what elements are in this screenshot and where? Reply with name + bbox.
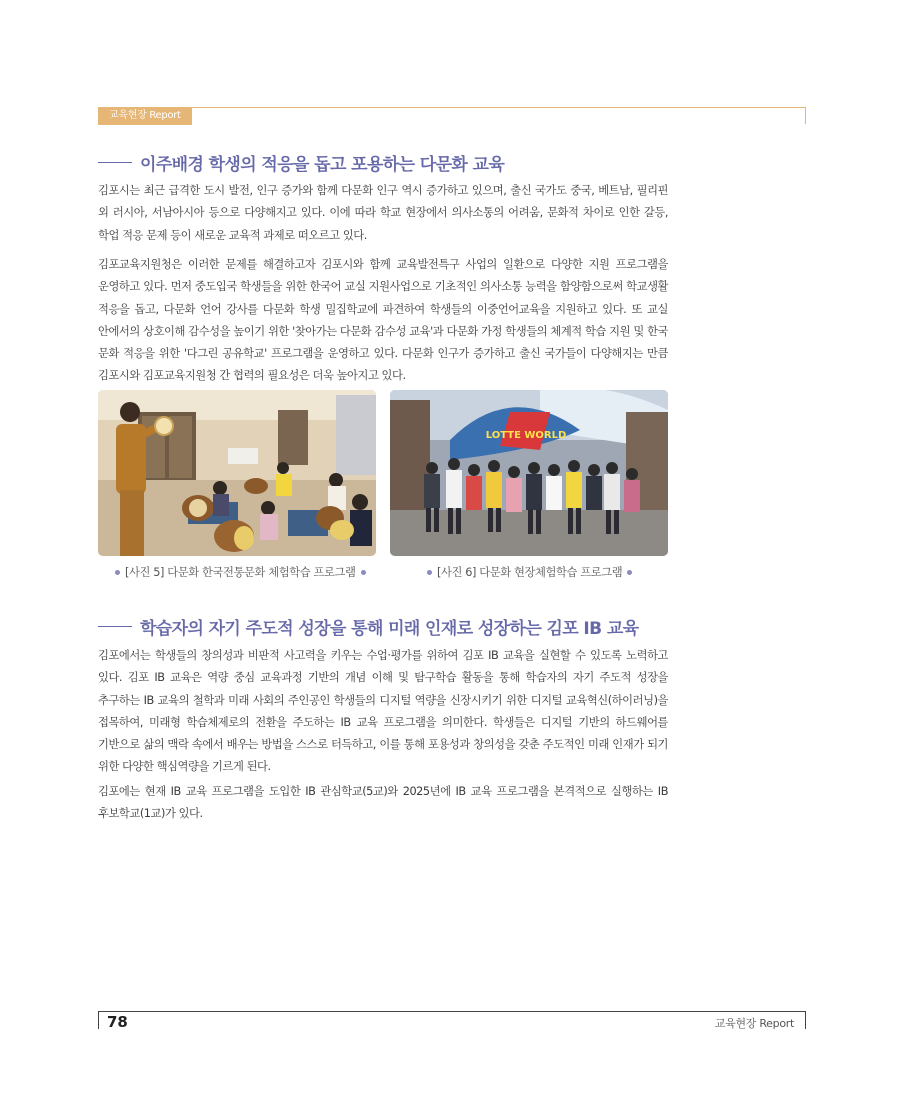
paragraph: 김포에서는 학생들의 창의성과 비판적 사고력을 키우는 수업·평가를 위하여 김포 IB 교육을 실현할 수 있도록 노력하고 있다. 김포 IB 교육은 역량 중심 교육과정 기반의 개념 이해 및 탐구학습 활동을 통해 학습자의 자기 주도적 성장을 추구하는 IB 교육의 철학과 미래 사회의 주인공인 학생들의 디지털 역량을 신장시키기 위한 디지털 교육혁신(하이러닝)을 접목하여, 미래형 학습체제로의 전환을 주도하는 IB 교육 프로그램을 의미한다. 학생들은 디지털 기반의 하드웨어를 기반으로 삶의 맥락 속에서 배우는 방법을 스스로 터득하고, 이를 통해 포용성과 창의성을 갖춘 주도적인 미래 인재가 되기 위한 다양한 핵심역량을 기르게 된다. [98,649,668,774]
section-heading-ib-education [98,614,638,639]
heading-dash [98,162,132,163]
section-heading-multicultural [98,150,504,175]
paragraph: 김포교육지원청은 이러한 문제를 해결하고자 김포시와 함께 교육발전특구 사업의 일환으로 다양한 지원 프로그램을 운영하고 있다. 먼저 중도입국 학생들을 위한 한국어 교실 지원사업으로 기초적인 의사소통 능력을 함양함으로써 학교생활 적응을 돕고, 다문화 언어 강사를 다문화 학생 밀집학교에 파견하여 학생들의 이중언어교육을 지원하고 있다. 또 교실 안에서의 상호이해 감수성을 높이기 위한 '찾아가는 다문화 감수성 교육'과 다문화 가정 학생들의 체계적 학습 지원 및 한국 문화 적응을 위한 '다그린 공유학교' 프로그램을 운영하고 있다. 다문화 인구가 증가하고 출신 국가들이 다양해지는 만큼 김포시와 김포교육지원청 간 협력의 필요성은 더욱 높아지고 있다. [98,258,668,383]
photo-caption [422,564,637,580]
header-rule [192,107,806,124]
paragraph: 김포에는 현재 IB 교육 프로그램을 도입한 IB 관심학교(5교)와 2025년에 IB 교육 프로그램을 본격적으로 실행하는 IB 후보학교(1교)가 있다. [98,785,668,821]
footer-rule [98,1011,806,1029]
park-sign-text: LOTTE WORLD [485,430,567,441]
paragraph: 김포시는 최근 급격한 도시 발전, 인구 증가와 함께 다문화 인구 역시 증가하고 있으며, 출신 국가도 중국, 베트남, 필리핀 외 러시아, 서남아시아 등으로 다양해지고 있다. 이에 따라 학교 현장에서 의사소통의 어려움, 문화적 차이로 인한 갈등, 학업 적응 문제 등이 새로운 교육적 과제로 떠오르고 있다. [98,184,668,242]
bullet-dot [627,570,632,575]
photo-field-trip [390,390,668,556]
section-title: 이주배경 학생의 적응을 돕고 포용하는 다문화 교육 [140,155,505,175]
bullet-dot [361,570,366,575]
section-tag: 교육현장 Report [98,107,192,125]
section-title: 학습자의 자기 주도적 성장을 통해 미래 인재로 성장하는 김포 IB 교육 [140,619,639,639]
bullet-dot [427,570,432,575]
photo-traditional-culture [98,390,376,556]
caption-text: [사진 6] 다문화 현장체험학습 프로그램 [437,566,623,579]
heading-dash [98,626,132,627]
caption-text: [사진 5] 다문화 한국전통문화 체험학습 프로그램 [125,566,356,579]
page-number: 78 [107,1013,128,1031]
photo-caption [110,564,371,580]
bullet-dot [115,570,120,575]
footer-section-label: 교육현장 Report [714,1017,794,1030]
